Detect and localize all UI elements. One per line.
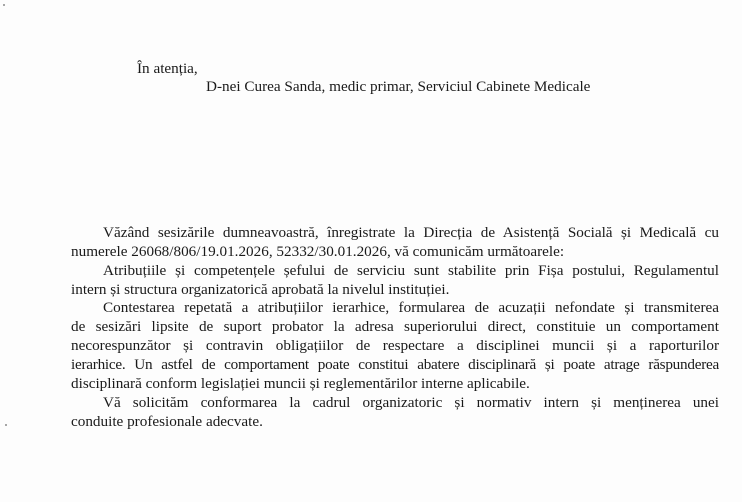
body-line-2: numerele 26068/806/19.01.2026, 52332/30.01.2026, vă comunicăm următoarele: <box>71 243 565 260</box>
scan-speck <box>5 424 7 426</box>
body-line-4: intern și structura organizatorică aprobată la nivelul instituției. <box>71 281 450 298</box>
greeting: În atenția, <box>137 60 198 77</box>
body-line-1: Văzând sesizările dumneavoastră, înregistrate la Direcția de Asistență Socială și Medicală cu <box>103 224 719 241</box>
body-line-7: necorespunzător și contravin obligațiilor de respectare a disciplinei muncii și a raporturilor <box>71 337 719 354</box>
body-line-11: conduite profesionale adecvate. <box>71 413 263 430</box>
body-line-6: de sesizări lipsite de suport probator la adresa superiorului direct, constituie un comportament <box>71 318 719 335</box>
body-line-3: Atribuțiile și competențele șefului de serviciu sunt stabilite prin Fișa postului, Regulamentul <box>103 262 719 279</box>
recipient-line: D-nei Curea Sanda, medic primar, Serviciul Cabinete Medicale <box>206 78 591 95</box>
body-line-8: ierarhice. Un astfel de comportament poate constitui abatere disciplinară și poate atrage răspunderea <box>71 356 719 373</box>
scan-speck <box>3 4 5 6</box>
body-line-10: Vă solicităm conformarea la cadrul organizatoric și normativ intern și menținerea unei <box>103 394 719 411</box>
body-line-9: disciplinară conform legislației muncii și reglementărilor interne aplicabile. <box>71 375 530 392</box>
body-line-5: Contestarea repetată a atribuțiilor ierarhice, formularea de acuzații nefondate și transmiterea <box>103 299 719 316</box>
